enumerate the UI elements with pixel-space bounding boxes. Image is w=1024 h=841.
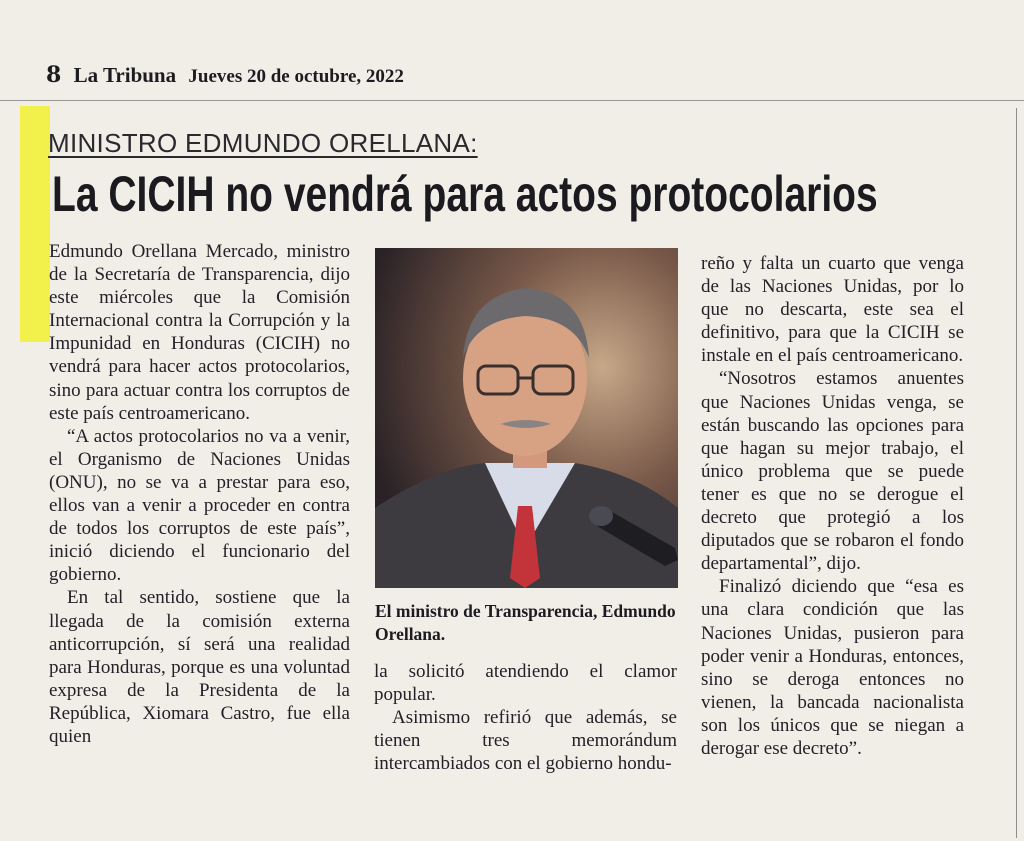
masthead: La Tribuna: [73, 63, 177, 87]
paragraph: Finalizó diciendo que “esa es una clara condición que las Naciones Unidas, pusieron para poder venir a Honduras, entonces, sino se deroga entonces no vienen, la bancada nacionalista son los únicos que se niegan a derogar ese decreto”.: [701, 576, 964, 759]
paragraph: la solicitó atendiendo el clamor popular.: [374, 661, 677, 706]
photo-caption: El ministro de Transparencia, Edmundo Orellana.: [375, 601, 676, 644]
article-kicker: MINISTRO EDMUNDO ORELLANA:: [48, 128, 478, 158]
article-column-3: [701, 252, 964, 760]
paragraph: reño y falta un cuarto que venga de las Naciones Unidas, por lo que no descarta, este sea el definitivo, para que la CICIH se instale en el país centroamericano.: [701, 253, 964, 367]
portrait-illustration: [375, 248, 678, 588]
page-number: 8: [46, 62, 62, 88]
issue-date: Jueves 20 de octubre, 2022: [188, 66, 404, 87]
paragraph: Asimismo refirió que además, se tienen tres memorándum intercambiados con el gobierno hondu-: [374, 707, 677, 775]
paragraph: “A actos protocolarios no va a venir, el Organismo de Naciones Unidas (ONU), no se va a prestar para eso, ellos van a venir a proceder en contra de todos los corruptos de este país”, inició diciendo el funcionario del gobierno.: [49, 425, 350, 586]
article-column-1: [49, 240, 350, 748]
article-column-2: [374, 660, 677, 775]
paragraph: En tal sentido, sostiene que la llegada de la comisión externa anticorrupción, sí será una realidad para Honduras, porque es una voluntad expresa de la Presidenta de la República, Xiomara Castro, fue ella quien: [49, 587, 350, 747]
highlighter-mark: [20, 106, 50, 342]
article-photo: [375, 248, 678, 588]
page-header: [46, 62, 404, 88]
header-rule: [0, 100, 1024, 101]
paragraph: “Nosotros estamos anuentes que Naciones Unidas venga, se están buscando las opciones para que hagan su mejor trabajo, el único problema que se puede tener es que no se derogue el decreto que protegió a los diputados que se robaron el fondo departamental”, dijo.: [701, 368, 964, 575]
paragraph: Edmundo Orellana Mercado, ministro de la Secretaría de Transparencia, dijo este miércoles que la Comisión Internacional contra la Corrupción y la Impunidad en Honduras (CICIH) no vendrá para hacer actos protocolarios, sino para actuar contra los corruptos de este país centroamericano.: [49, 241, 350, 424]
article-headline: La CICIH no vendrá para actos protocolarios: [52, 166, 878, 222]
column-rule: [1016, 108, 1017, 838]
